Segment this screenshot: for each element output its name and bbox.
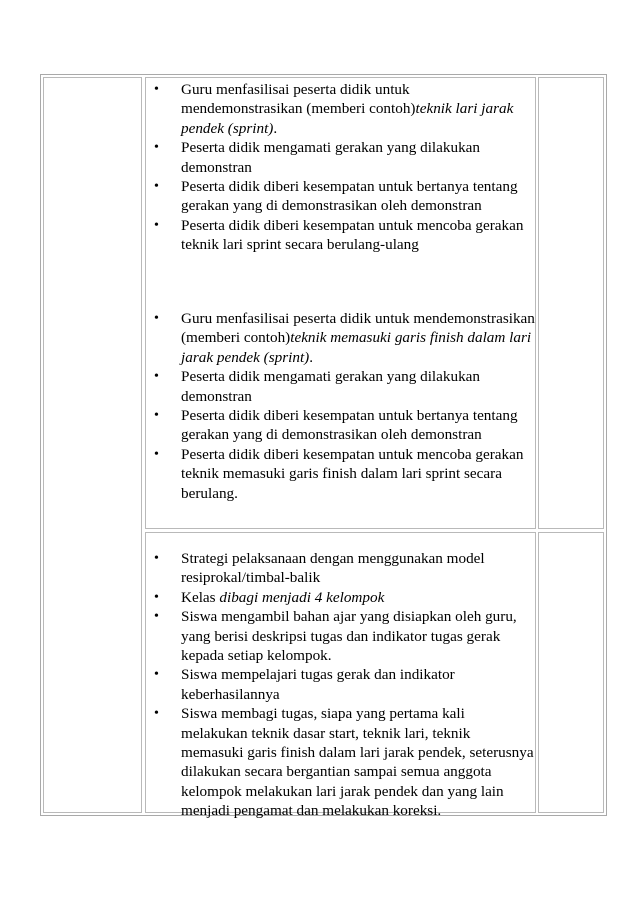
- activity-list-finish: [154, 309, 536, 503]
- list-item: • Siswa mempelajari tugas gerak dan indikator keberhasilannya: [154, 665, 534, 704]
- activity-list-strategy: [154, 549, 534, 821]
- list-item: • Peserta didik diberi kesempatan untuk mencoba gerakan teknik lari sprint secara berulang-ulang: [154, 216, 534, 255]
- list-item: • Peserta didik diberi kesempatan untuk mencoba gerakan teknik memasuki garis finish dalam lari sprint secara berulang.: [154, 445, 536, 503]
- list-item: • Strategi pelaksanaan dengan menggunakan model resiprokal/timbal-balik: [154, 549, 534, 588]
- table-cell-right-2: [538, 532, 604, 813]
- list-item: • Peserta didik mengamati gerakan yang dilakukan demonstran: [154, 367, 536, 406]
- list-item: • Peserta didik mengamati gerakan yang dilakukan demonstran: [154, 138, 534, 177]
- list-item: • Guru menfasilisai peserta didik untuk mendemonstrasikan (memberi contoh)teknik lari jarak pendek (sprint).: [154, 80, 534, 138]
- activity-list-sprint: [154, 80, 534, 255]
- list-item: • Siswa mengambil bahan ajar yang disiapkan oleh guru, yang berisi deskripsi tugas dan indikator tugas gerak kepada setiap kelompok.: [154, 607, 534, 665]
- list-item: • Kelas dibagi menjadi 4 kelompok: [154, 588, 534, 607]
- table-cell-left: [43, 77, 142, 813]
- list-item: • Peserta didik diberi kesempatan untuk bertanya tentang gerakan yang di demonstrasikan oleh demonstran: [154, 406, 536, 445]
- list-item: • Guru menfasilisai peserta didik untuk mendemonstrasikan (memberi contoh)teknik memasuki garis finish dalam lari jarak pendek (sprint).: [154, 309, 536, 367]
- list-item: • Peserta didik diberi kesempatan untuk bertanya tentang gerakan yang di demonstrasikan oleh demonstran: [154, 177, 534, 216]
- table-cell-right-1: [538, 77, 604, 529]
- list-item: • Siswa membagi tugas, siapa yang pertama kali melakukan teknik dasar start, teknik lari, teknik memasuki garis finish dalam lari jarak pendek, seterusnya dilakukan secara bergantian sampai semua anggota kelompok melakukan lari jarak pendek dan yang lain menjadi pengamat dan melakukan koreksi.: [154, 704, 534, 820]
